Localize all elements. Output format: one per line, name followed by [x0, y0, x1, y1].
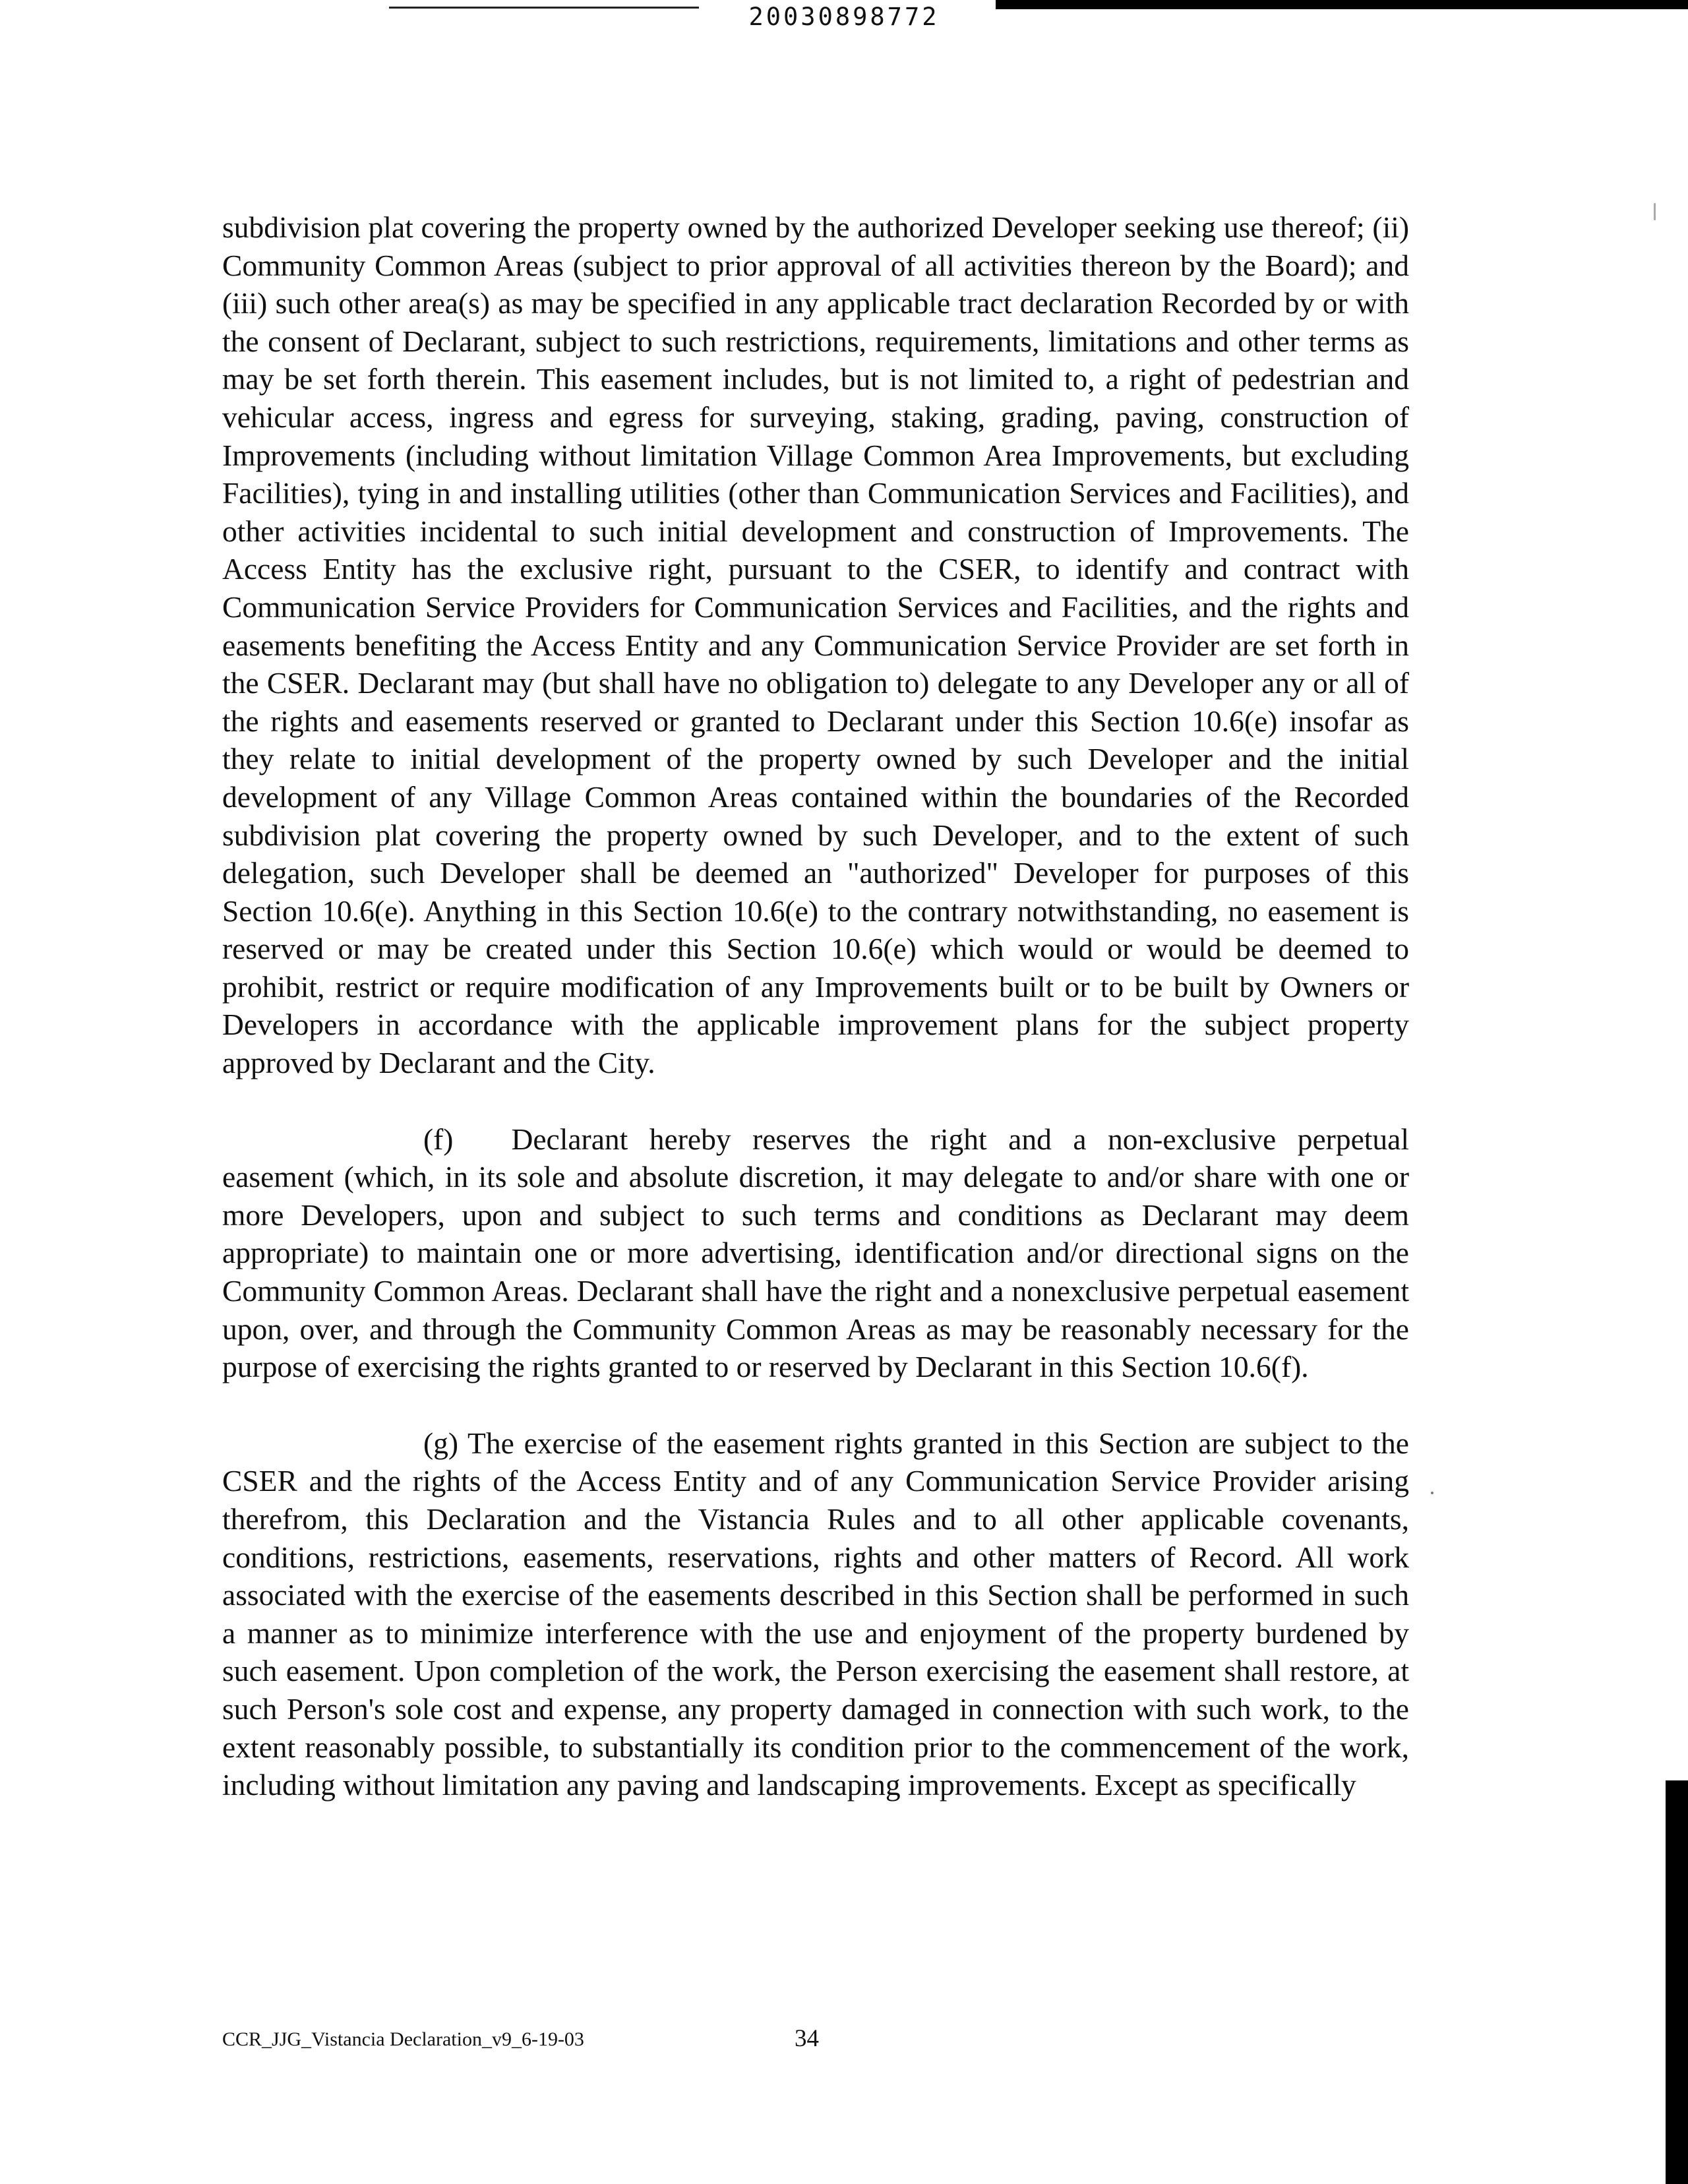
scan-speck [1654, 203, 1656, 220]
scan-edge-bar [1666, 1780, 1688, 2184]
body-text [222, 208, 1409, 1804]
paragraph-g: (g) The exercise of the easement rights granted in this Section are subject to the CSER and the rights of the Access Entity and of any Communication Service Provider arising therefrom, this Declaration and the Vistancia Rules and to all other applicable covenants, conditions, restrictions, easements, reservations, rights and other matters of Record. All work associated with the exercise of the easements described in this Section shall be performed in such a manner as to minimize interference with the use and enjoyment of the property burdened by such easement. Upon completion of the work, the Person exercising the easement shall restore, at such Person's sole cost and expense, any property damaged in connection with such work, to the extent reasonably possible, to substantially its condition prior to the commencement of the work, including without limitation any paving and landscaping improvements. Except as specifically [222, 1426, 1409, 1802]
paragraph-f-label: (f) [423, 1122, 454, 1156]
paragraph-f [222, 1120, 1409, 1386]
scan-speck [1431, 1492, 1433, 1494]
footer-filename: CCR_JJG_Vistancia Declaration_v9_6-19-03 [222, 2028, 584, 2050]
page-number: 34 [795, 2025, 819, 2052]
paragraph-f-text: Declarant hereby reserves the right and a non-exclusive perpetual easement (which, in its sole and absolute discretion, it may delegate to and/or share with one or more Developers, upon and subject to such terms and conditions as Declarant may deem appropriate) to maintain one or more advertising, identification and/or directional signs on the Community Common Areas. Declarant shall have the right and a nonexclusive perpetual easement upon, over, and through the Community Common Areas as may be reasonably necessary for the purpose of exercising the rights granted to or reserved by Declarant in this Section 10.6(f). [222, 1122, 1409, 1384]
document-number: 20030898772 [748, 3, 940, 31]
paragraph-e-continued: subdivision plat covering the property owned by the authorized Developer seeking use thereof; (ii) Community Common Areas (subject to prior approval of all activities thereon by the Board); and (iii) such other area(s) as may be specified in any applicable tract declaration Recorded by or with the consent of Declarant, subject to such restrictions, requirements, limitations and other terms as may be set forth therein. This easement includes, but is not limited to, a right of pedestrian and vehicular access, ingress and egress for surveying, staking, grading, paving, construction of Improvements (including without limitation Village Common Area Improvements, but excluding Facilities), tying in and installing utilities (other than Communication Services and Facilities), and other activities incidental to such initial development and construction of Improvements. The Access Entity has the exclusive right, pursuant to the CSER, to identify and contract with Communication Service Providers for Communication Services and Facilities, and the rights and easements benefiting the Access Entity and any Communication Service Provider are set forth in the CSER. Declarant may (but shall have no obligation to) delegate to any Developer any or all of the rights and easements reserved or granted to Declarant under this Section 10.6(e) insofar as they relate to initial development of the property owned by such Developer and the initial development of any Village Common Areas contained within the boundaries of the Recorded subdivision plat covering the property owned by such Developer, and to the extent of such delegation, such Developer shall be deemed an "authorized" Developer for purposes of this Section 10.6(e). Anything in this Section 10.6(e) to the contrary notwithstanding, no easement is reserved or may be created under this Section 10.6(e) which would or would be deemed to prohibit, restrict or require modification of any Improvements built or to be built by Owners or Developers in accordance with the applicable improvement plans for the subject property approved by Declarant and the City. [222, 210, 1409, 1080]
